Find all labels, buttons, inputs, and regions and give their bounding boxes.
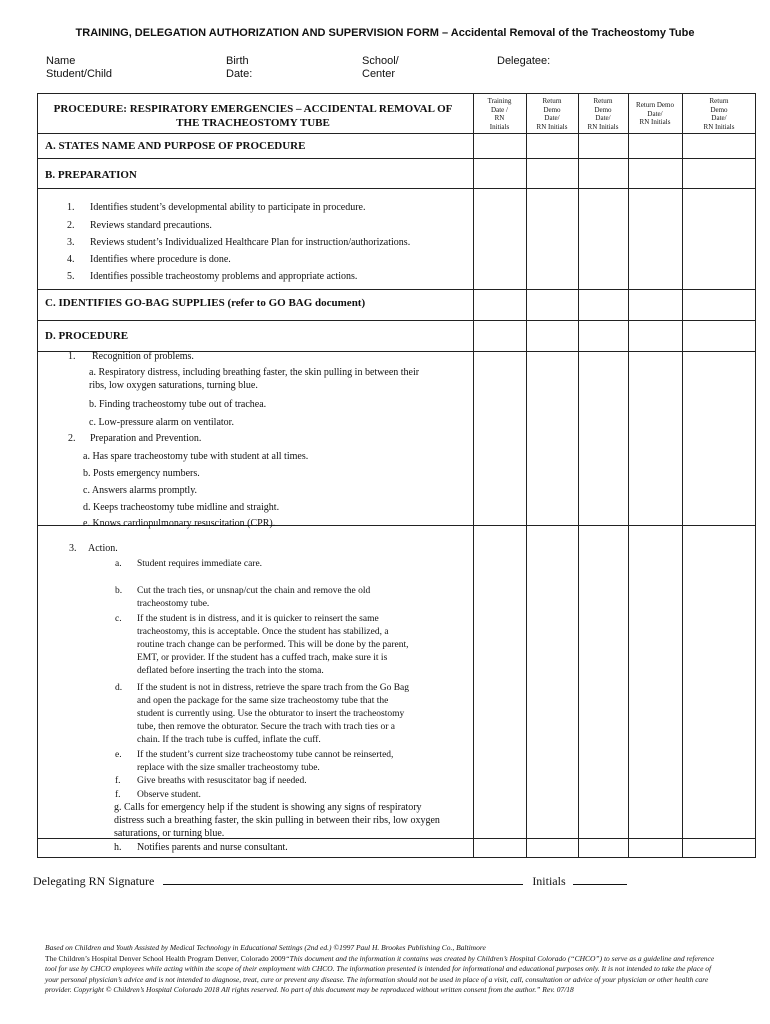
row-divider [37,289,756,290]
col-header-line: RN Initials [639,118,671,126]
section-d-header: D. PROCEDURE [45,330,129,342]
prep-item: Reviews student’s Individualized Healthcare Plan for instruction/authorizations. [90,237,411,248]
row-divider [37,188,756,189]
initials-field[interactable] [573,874,627,885]
step3-item-c-cont: tracheostomy, this is acceptable. Once the student has stabilized, a [137,627,389,637]
step3-item-d-cont: chain. If the trach tube is cuffed, inflate the cuff. [137,735,321,745]
step3-letter: b. [115,586,123,596]
prep-num: 2. [67,220,75,231]
section-a-header: A. STATES NAME AND PURPOSE OF PROCEDURE [45,140,306,152]
school-center-field[interactable] [362,55,399,81]
col-return-demo-2 [578,97,628,131]
col-training-date [473,97,526,131]
school-label: School/ [362,55,399,67]
step3-letter: h. [114,842,122,853]
step3-item-e: If the student’s current size tracheostomy tube cannot be reinserted, [137,750,394,760]
step-label: Action. [88,543,118,554]
delegatee-field[interactable] [497,55,550,68]
prep-num: 4. [67,254,75,265]
section-c-header: C. IDENTIFIES GO-BAG SUPPLIES (refer to GO BAG document) [45,297,366,309]
col-header-line: Return Demo [636,101,674,109]
footer-citation [45,943,725,996]
col-header-line: Date / [491,105,508,114]
col-header-line: Return [542,97,562,105]
column-divider [628,93,629,858]
col-header-line: Date/ [595,114,611,122]
col-header-line: Date/ [647,109,663,118]
date-label: Date: [226,68,253,80]
step3-item-f: Give breaths with resuscitator bag if needed. [137,776,307,786]
section-b-header: B. PREPARATION [45,169,137,181]
step2-item: d. Keeps tracheostomy tube midline and straight. [83,502,280,513]
col-return-demo-4 [682,97,756,131]
step3-letter: c. [115,614,122,624]
column-divider [578,93,579,858]
col-header-line: Demo [594,105,612,114]
step3-item-b: Cut the trach ties, or unsnap/cut the chain and remove the old [137,586,371,596]
step2-item: b. Posts emergency numbers. [83,468,200,479]
col-header-line: Demo [543,105,561,114]
delegating-rn-signature-label: Delegating RN Signature [33,874,155,888]
step1-item-a-cont: ribs, low oxygen saturations, turning blue. [89,380,258,391]
column-divider [526,93,527,858]
step2-item: e. Knows cardiopulmonary resuscitation (CPR). [83,518,276,529]
step3-letter: e. [115,750,122,760]
step3-item-c: If the student is in distress, and it is quicker to reinsert the same [137,614,379,624]
step-num: 2. [68,433,76,444]
prep-num: 3. [67,237,75,248]
step3-item-d: If the student is not in distress, retrieve the spare trach from the Go Bag [137,683,409,693]
col-return-demo-1 [526,97,578,131]
birth-date-field[interactable] [226,55,252,81]
student-child-label: Student/Child [46,68,113,80]
step3-item-d-cont: and open the package for the same size tracheostomy tube that the [137,696,389,706]
step3-item-c-cont: routine trach change can be performed. This will be done by the parent, [137,640,409,650]
step3-item-c-cont: EMT, or provider. If the student has a cuffed trach, make sure it is [137,653,388,663]
step3-item-g: g. Calls for emergency help if the student is showing any signs of respiratory [114,802,422,813]
procedure-title-line: PROCEDURE: RESPIRATORY EMERGENCIES – ACCIDENTAL REMOVAL OF [53,103,453,115]
footer-disclaimer: “This document and the information it contains was created by Children’s Hospital Colorado (“CHCO”) to serve as a guideline and reference tool for use by CHCO employees while acting within the scope of their employment with CHCO. The information presented is intended for informational and educational purposes only. It is not intended to take the place of your personal physician’s advice and is not intended to diagnose, treat, cure or prevent any disease. The information should not be used in place of a visit, call, consultation or advice of your physician or other health care provider. Copyright © Children’s Hospital Colorado 2018 All rights reserved. No part of this document may be reproduced without written consent from the author.” Rev. 07/18 [45,953,715,994]
step3-letter: d. [115,683,123,693]
col-header-line: Training [487,97,512,105]
birth-label: Birth [226,55,249,67]
signature-row [33,874,627,889]
prep-num: 1. [67,202,75,213]
col-header-line: Initials [489,122,510,131]
student-name-field[interactable] [46,55,112,81]
step3-item-f2: Observe student. [137,790,201,800]
form-title: TRAINING, DELEGATION AUTHORIZATION AND SUPERVISION FORM – Accidental Removal of the Tracheostomy Tube [75,27,695,39]
prep-item: Reviews standard precautions. [90,220,212,231]
step2-item: a. Has spare tracheostomy tube with student at all times. [83,451,309,462]
row-divider [37,133,756,134]
column-divider [682,93,683,858]
step3-letter: f. [115,790,121,800]
col-header-line: Date/ [544,114,560,122]
col-header-line: Date/ [711,114,727,122]
step3-letter: a. [115,559,122,569]
prep-num: 5. [67,271,75,282]
step3-item-d-cont: tube, then remove the obturator. Secure the trach with trach ties or a [137,722,395,732]
step3-item-b-cont: tracheostomy tube. [137,599,210,609]
step-label: Preparation and Prevention. [90,433,202,444]
footer-source: Based on Children and Youth Assisted by Medical Technology in Educational Settings (2nd ed.) ©1997 Paul H. Brookes Publishing Co., Baltimore [45,943,486,952]
step3-item-g-cont: distress such a breathing faster, the skin pulling in between their ribs, low oxygen [114,815,440,826]
footer-program: The Children’s Hospital Denver School Health Program Denver, Colorado 2009 [45,953,286,963]
col-header-line: Return [709,97,729,105]
prep-item: Identifies student’s developmental ability to participate in procedure. [90,202,366,213]
col-header-line: RN [494,114,505,122]
col-return-demo-3 [628,101,682,127]
procedure-table [37,93,756,858]
step-num: 3. [69,543,77,554]
step3-letter: f. [115,776,121,786]
step-num: 1. [68,351,76,362]
step3-item-c-cont: deflated before inserting the trach into the stoma. [137,666,324,676]
step3-item-g-cont: saturations, or turning blue. [114,828,225,839]
col-header-line: Return [593,97,613,105]
row-divider [37,320,756,321]
initials-label: Initials [532,874,566,888]
delegatee-label: Delegatee: [497,55,551,67]
step1-item-a: a. Respiratory distress, including breathing faster, the skin pulling in between their [89,367,420,378]
procedure-title-line: THE TRACHEOSTOMY TUBE [176,117,330,129]
col-header-line: RN Initials [587,122,619,131]
name-label: Name [46,55,76,67]
step3-item-e-cont: replace with the size smaller tracheostomy tube. [137,763,320,773]
procedure-title [42,102,464,130]
col-header-line: RN Initials [703,122,735,131]
step1-item-c: c. Low-pressure alarm on ventilator. [89,417,234,428]
step-label: Recognition of problems. [92,351,194,362]
step3-item-a: Student requires immediate care. [137,559,263,569]
step3-item-d-cont: student is currently using. Use the obturator to insert the tracheostomy [137,709,405,719]
col-header-line: RN Initials [536,122,568,131]
prep-item: Identifies possible tracheostomy problems and appropriate actions. [90,271,358,282]
step1-item-b: b. Finding tracheostomy tube out of trachea. [89,399,267,410]
rn-signature-field[interactable] [163,874,523,885]
row-divider [37,158,756,159]
col-header-line: Demo [710,105,728,114]
center-label: Center [362,68,396,80]
column-divider [473,93,474,858]
step2-item: c. Answers alarms promptly. [83,485,198,496]
prep-item: Identifies where procedure is done. [90,254,231,265]
step3-item-h: Notifies parents and nurse consultant. [137,842,288,853]
